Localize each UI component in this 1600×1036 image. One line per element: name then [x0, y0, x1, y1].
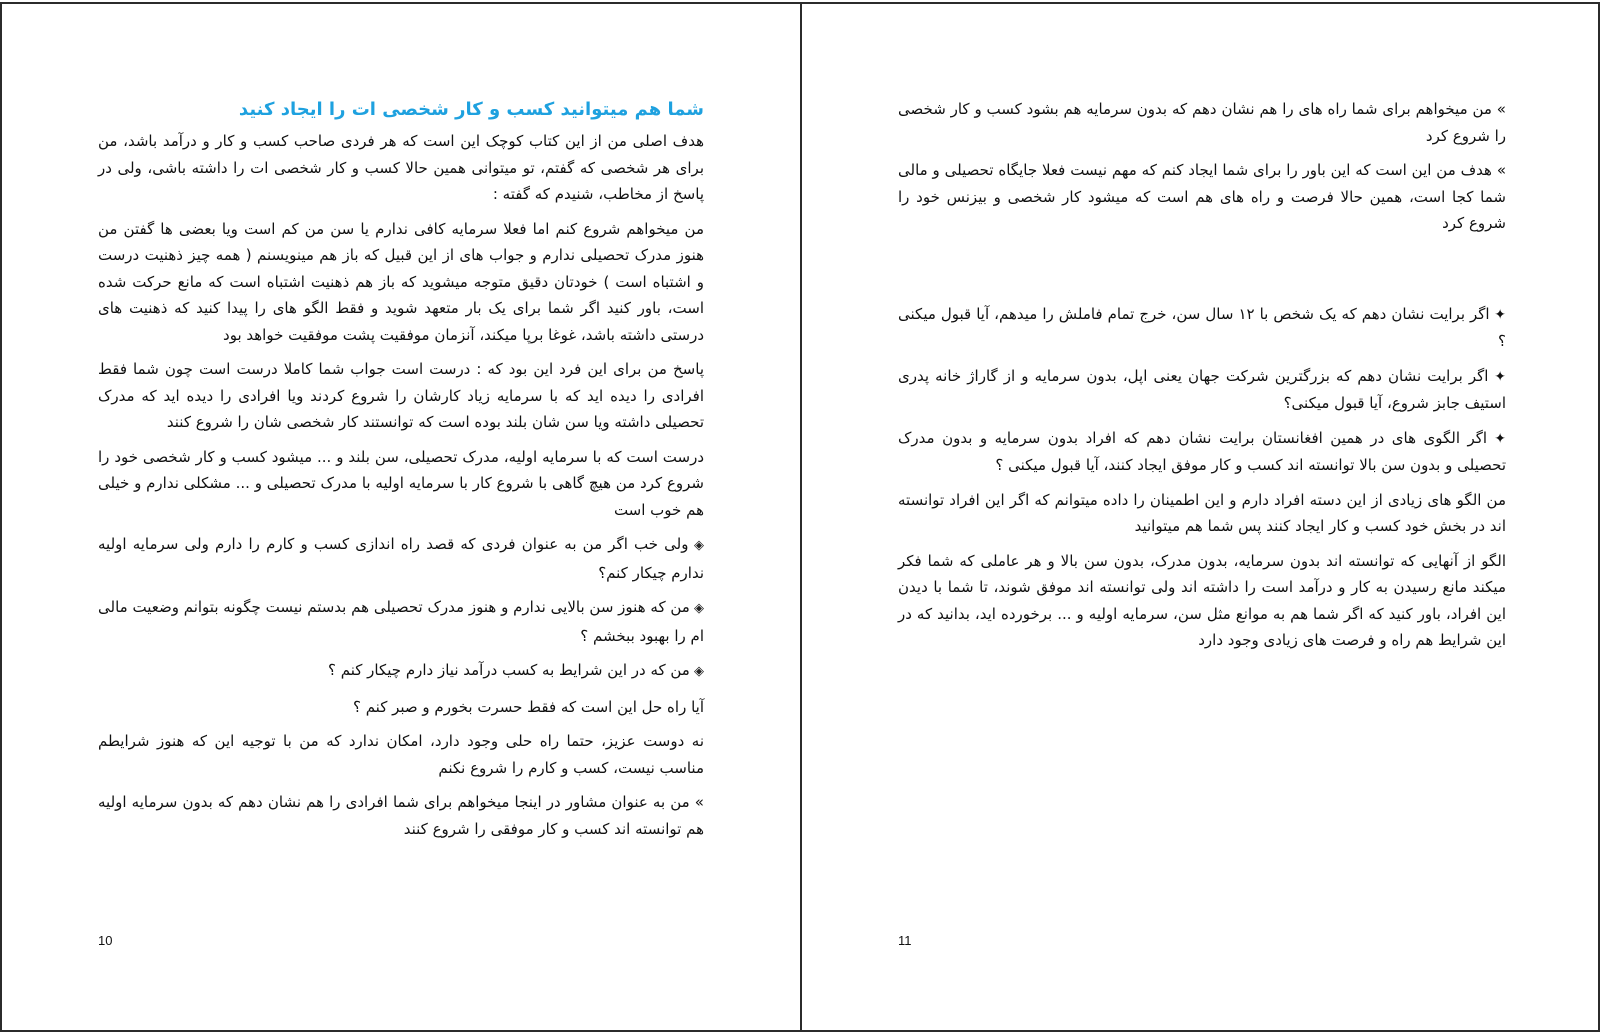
- right-page-content: [898, 96, 1506, 662]
- paragraph: من میخواهم شروع کنم اما فعلا سرمایه کافی ندارم یا سن من کم است ویا بعضی ها گفتن من هنوز مدرک تحصیلی ندارم و جواب های از این قبیل که باز هم مینویسنم ( همه چیز ذهنیت درست و اشتباه است ) خودتان دقیق متوجه میشوید که باز هم ذهنیت اشتباه است که مانع حرکت شده است، باور کنید اگر شما برای یک بار متعهد شوید و فقط الگو های را پیدا کنید که ذهنیت های درستی داشته باشد، غوغا برپا میکند، آنزمان موفقیت پشت موفقیت خواهد بود: [98, 219, 704, 344]
- right-paragraphs-bottom: [898, 301, 1506, 654]
- paragraph: هدف اصلی من از این کتاب کوچک این است که هر فردی صاحب کسب و کار و درآمد باشد، من برای هر شخصی که گفتم، تو میتوانی همین حالا کسب و کار شخصی ات را داشته باشی، ولی در پاسخ از مخاطب، شنیدم که گفته :: [98, 132, 704, 203]
- paragraph: » من میخواهم برای شما راه های را هم نشان دهم که بدون سرمایه هم بشود کسب و کار شخصی را شروع کرد: [898, 100, 1506, 145]
- bullet-paragraph: ◈ من که هنوز سن بالایی ندارم و هنوز مدرک تحصیلی هم بدستم نیست چگونه بتوانم وضعیت مالی ام را بهبود ببخشم ؟: [98, 594, 704, 649]
- left-paragraphs: [98, 128, 704, 842]
- left-page-content: [98, 96, 704, 850]
- pin-bullet-paragraph: ✦ اگر الگوی های در همین افغانستان برایت نشان دهم که افراد بدون سرمایه و بدون مدرک تحصیلی و بدون سن بالا توانسته اند کسب و کار موفق ایجاد کنند، آیا قبول میکنی ؟: [898, 425, 1506, 479]
- bullet-paragraph: ◈ من که در این شرایط به کسب درآمد نیاز دارم چیکار کنم ؟: [98, 657, 704, 686]
- section-heading: شما هم میتوانید کسب و کار شخصی ات را ایجاد کنید: [238, 99, 704, 120]
- paragraph: » من به عنوان مشاور در اینجا میخواهم برای شما افرادی را هم نشان دهم که بدون سرمایه اولیه هم توانسته اند کسب و کار موفقی را شروع کنند: [98, 793, 704, 838]
- paragraph: آیا راه حل این است که فقط حسرت بخورم و صبر کنم ؟: [352, 697, 704, 716]
- paragraph: درست است که با سرمایه اولیه، مدرک تحصیلی، سن بلند و ... میشود کسب و کار شخصی خود را شروع کرد من هیچ گاهی با شروع کار با سرمایه اولیه با مدرک تحصیلی و ... مشکلی ندارم و خیلی هم خوب است: [98, 447, 704, 519]
- paragraph: من الگو های زیادی از این دسته افراد دارم و این اطمینان را داده میتوانم که اگر این افراد توانسته اند در بخش خود کسب و کار ایجاد کنند پس شما هم میتوانید: [898, 490, 1506, 535]
- bullet-paragraph: ◈ ولی خب اگر من به عنوان فردی که قصد راه اندازی کسب و کارم را دارم ولی سرمایه اولیه ندارم چیکار کنم؟: [98, 531, 704, 586]
- page-number-left: 10: [98, 933, 113, 948]
- right-paragraphs-top: [898, 96, 1506, 237]
- paragraph-gap: [898, 245, 1506, 301]
- pin-bullet-paragraph: ✦ اگر برایت نشان دهم که بزرگترین شرکت جهان یعنی اپل، بدون سرمایه و از گاراژ خانه پدری استیف جابز شروع، آیا قبول میکنی؟: [898, 363, 1506, 417]
- paragraph: » هدف من این است که این باور را برای شما ایجاد کنم که مهم نیست فعلا جایگاه تحصیلی و مالی شما کجا است، همین حالا فرصت و راه های هم است که میشود کار شخصی و بیزنس خود را شروع کرد: [898, 161, 1506, 232]
- right-page: [800, 2, 1600, 1032]
- page-number-right: 11: [898, 933, 912, 948]
- pin-bullet-paragraph: ✦ اگر برایت نشان دهم که یک شخص با ۱۲ سال سن، خرج تمام فاملش را میدهم، آیا قبول میکنی ؟: [898, 301, 1506, 355]
- left-page: [0, 2, 802, 1032]
- paragraph: نه دوست عزیز، حتما راه حلی وجود دارد، امکان ندارد که من با توجیه این که هنوز شرایطم مناسب نیست، کسب و کارم را شروع نکنم: [98, 732, 704, 777]
- paragraph: پاسخ من برای این فرد این بود که : درست است جواب شما کاملا درست است چون شما فقط افرادی را دیده اید که با سرمایه زیاد کارشان را شروع کردند ویا افرادی را دیده اید که مدرک تحصیلی داشته ویا سن شان بلند بوده است که توانستند کار شخصی شان را شروع کنند: [98, 360, 704, 431]
- paragraph: الگو از آنهایی که توانسته اند بدون سرمایه، بدون مدرک، بدون سن بالا و هر عاملی که شما فکر میکند مانع رسیدن به کار و درآمد است را داشته اند ولی توانسته اند موفق شوند، تا شما با دیدن این افراد، باور کنید که اگر شما هم به موانع مثل سن، سرمایه اولیه و ... برخورده اید، بدانید که در این شرایط هم راه و فرصت های زیادی وجود دارد: [898, 551, 1506, 649]
